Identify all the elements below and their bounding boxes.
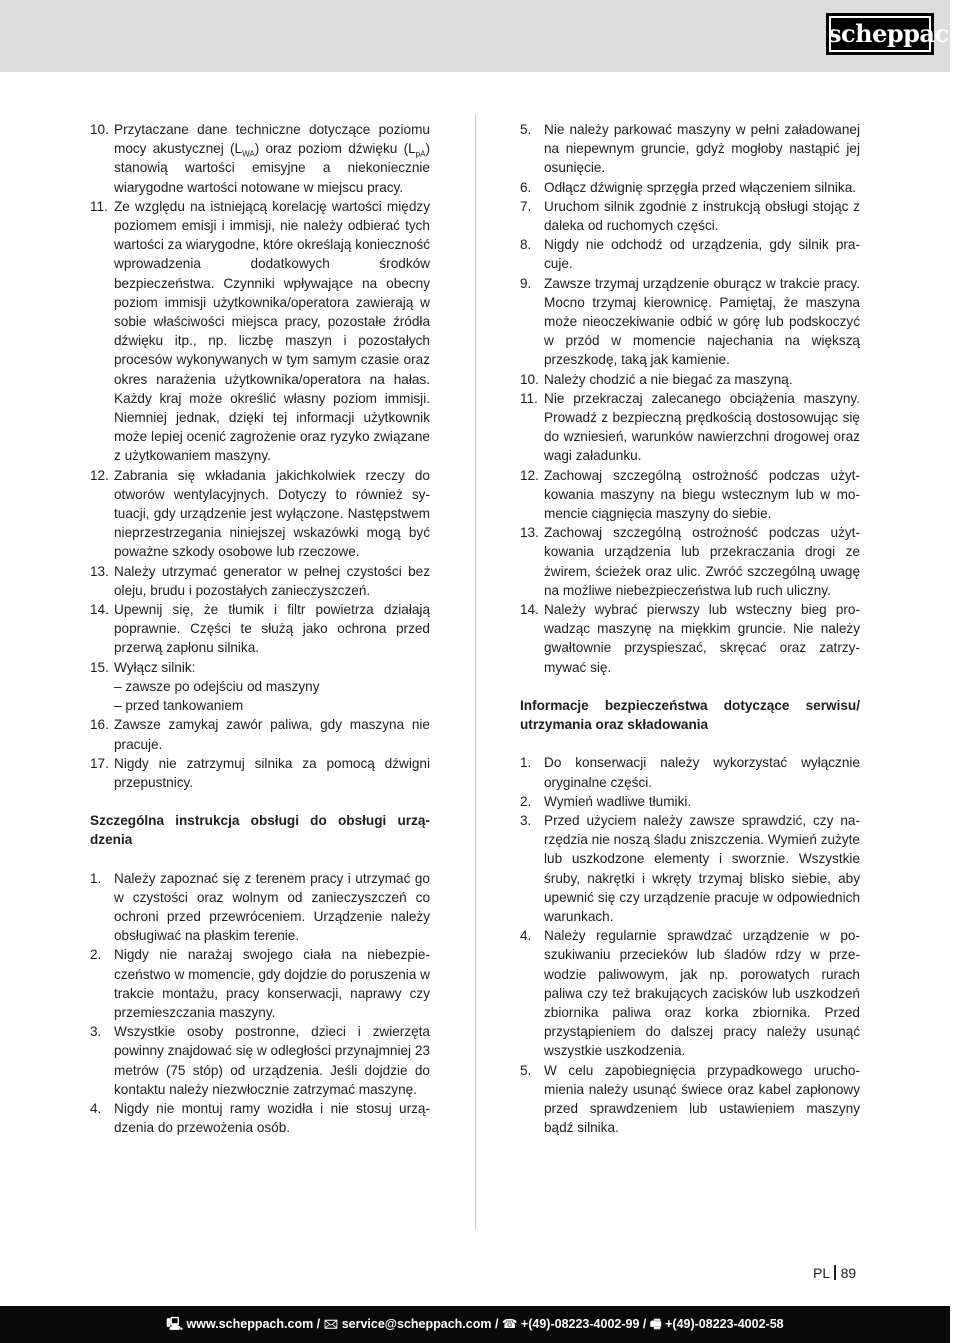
sub-item: – przed tankowaniem (114, 698, 244, 714)
list-item: 6. Odłącz dźwignię sprzęgła przed włączeniem silnika. (520, 179, 857, 195)
list-item: 1. Należy zapoznać się z terenem pracy i utrzymać go w czystości oraz wolnym od zanieczyszczeń co ochroni przed przewróceniem. Urządzenie należy obsługiwać na płaskim terenie. (90, 870, 430, 944)
list-item: 16. Zawsze zamykaj zawór paliwa, gdy maszyna nie pracuje. (90, 717, 430, 752)
list-item: 1. Do konserwacji należy wykorzystać wyłącznie oryginalne części. (520, 755, 860, 790)
section-heading-service: Informacje bezpieczeństwa dotyczące serwisu/ utrzymania oraz składowania (520, 697, 860, 733)
list-item: 12. Zachowaj szczególną ostrożność podczas użytkowania maszyny na biegu wstecznym lub w momencie ciągnięcia maszyny do siebie. (520, 467, 860, 522)
list-item: 3. Wszystkie osoby postronne, dzieci i zwierzęta powinny znajdować się w odległości przynajmniej 23 metrów (75 stóp) od urządzenia. Jeśli dojdzie do kontaktu należy niezwłocznie zatrzymać maszynę. (90, 1024, 430, 1097)
page-header (0, 0, 966, 72)
list-item: 12. Zabrania się wkładania jakichkolwiek rzeczy do otworów wentylacyjnych. Dotyczy to również sytuacji, gdy urządzenie jest wyłączone. Następstwem nieprzestrzegania niniejszej wskazówki mogą być poważne szkody osobowe lub rzeczowe. (90, 467, 430, 560)
language-code: PL (813, 1265, 831, 1281)
page-number-value: 89 (840, 1265, 857, 1281)
list-item: 3. Przed użyciem należy zawsze sprawdzić, czy narzędzia nie noszą śladu zniszczenia. Wymień zużyte lub uszkodzone elementy i sworznie. Wszystkie śruby, nakrętki i wkręty trzymaj blisko siebie, aby upewnić się czy urządzenie pracuje w odpowiednich warunkach. (520, 812, 860, 924)
column-divider (475, 114, 476, 1230)
right-column (520, 120, 860, 1137)
section-heading-operation: Szczególna instrukcja obsługi do obsługi urządzenia (90, 813, 430, 848)
list-item: 14. Upewnij się, że tłumik i filtr powietrza działają poprawnie. Części te służą jako ochrona przed przerwą zapłonu silnika. (90, 602, 430, 656)
safety-list-service (520, 753, 860, 1137)
safety-list-operation (90, 869, 430, 1138)
safety-list-operation-continued (520, 120, 860, 677)
list-item: 11. Nie przekraczaj zalecanego obciążenia maszyny. Prowadź z bezpieczną prędkością dostosowując się do wzniesień, warunków nawierzchni drogowej oraz wagi załadunku. (520, 390, 860, 464)
list-item: 7. Uruchom silnik zgodnie z instrukcją obsługi stojąc z daleka od ruchomych części. (520, 198, 860, 234)
list-item: 17. Nigdy nie zatrzymuj silnika za pomocą dźwigni przepustnicy. (90, 755, 430, 790)
left-column (90, 120, 430, 1137)
list-item: 11. Ze względu na istniejącą korelację wartości między poziomem emisji i immisji, nie należy odbierać tych wartości za wiarygodne, które określają konieczność wprowadzenia dodatkowych środków bezpieczeństwa. Czynniki wpływające na obecny poziom immisji użytkownika/operatora zawierają w sobie właściwości miejsca pracy, pozostałe źródła dźwięku itp., np. liczbę maszyn i pozostałych procesów wykonywanych w tym samym czasie oraz okres narażenia użytkownika/operatora na hałas. Każdy kraj może określić własny poziom immisji. Niemniej jednak, dzięki tej informacji użytkownik może lepiej ocenić zagrożenie oraz ryzyko związane z użytkowaniem maszyny. (90, 198, 430, 464)
list-item: 10. Przytaczane dane techniczne dotyczące poziomu mocy akustycznej $(L_{WA})$ oraz poziom dźwięku $(L_{pA})$ stanowią wartości emisyjne a niekoniecznie wiarygodne wartości notowane w miejscu pracy. (90, 122, 430, 195)
list-item: 13. Należy utrzymać generator w pełnej czystości bez oleju, brudu i pozostałych zanieczyszczeń. (90, 563, 430, 598)
list-item: 10. Należy chodzić a nie biegać za maszyną. (520, 371, 793, 387)
safety-list-general (90, 120, 430, 792)
list-item: 15. Wyłącz silnik: – zawsze po odejściu od maszyny – przed tankowaniem (90, 658, 430, 716)
list-item: 5. W celu zapobiegnięcia przypadkowego uruchomienia należy usunąć świece oraz kabel zapłonowy przed sprawdzeniem lub ustawieniem maszyny bądź silnika. (520, 1062, 860, 1136)
list-item: 14. Należy wybrać pierwszy lub wsteczny bieg prowadząc maszynę na miękkim gruncie. Nie należy gwałtownie przyspieszać, skręcać oraz zatrzymywać się. (520, 602, 860, 675)
list-item: 8. Nigdy nie odchodź od urządzenia, gdy silnik pracuje. (520, 237, 860, 272)
page-number-separator (834, 1265, 836, 1280)
page-footer: 🖳 www.scheppach.com / 🖂 service@scheppach.com / ☎ +(49)-08223-4002-99 / 🖷 +(49)-08223-4002-58 (0, 1306, 950, 1343)
scheppach-logo: scheppach (826, 13, 934, 55)
page-number (813, 1265, 856, 1281)
sub-item: – zawsze po odejściu od maszyny (114, 678, 320, 694)
list-item: 4. Należy regularnie sprawdzać urządzenie w poszukiwaniu przecieków lub śladów rdzy w przewodzie paliwowym, jak np. porowatych rurach paliwa czy też brakujących zacisków lub uszkodzeń zbiornika paliwa oraz korka zbiornika. Przed przystąpieniem do dalszej pracy należy usunąć wszystkie uszkodzenia. (520, 928, 860, 1059)
list-item: 2. Wymień wadliwe tłumiki. (520, 793, 692, 809)
list-item: 2. Nigdy nie narażaj swojego ciała na niebezpieczeństwo w momencie, gdy dojdzie do poruszenia w trakcie montażu, pracy konserwacji, naprawy czy przemieszczania maszyny. (90, 947, 430, 1020)
list-item: 4. Nigdy nie montuj ramy wozidła i nie stosuj urządzenia do przewożenia osób. (90, 1100, 430, 1136)
list-item: 9. Zawsze trzymaj urządzenie oburącz w trakcie pracy. Mocno trzymaj kierownicę. Pamiętaj, że maszyna może nieoczekiwanie odbić w górę lub podskoczyć w przód w momencie najechania na większą przeszkodę, taką jak kamienie. (520, 275, 860, 368)
list-item: 13. Zachowaj szczególną ostrożność podczas użytkowania urządzenia lub przekraczania drogi ze żwirem, ścieżek oraz ulic. Zwróć szczególną uwagę na możliwe niebezpieczeństwa lub ruch uliczny. (520, 525, 860, 598)
list-item: 5. Nie należy parkować maszyny w pełni załadowanej na niepewnym gruncie, gdyż mogłoby nastąpić jej osunięcie. (520, 122, 860, 176)
